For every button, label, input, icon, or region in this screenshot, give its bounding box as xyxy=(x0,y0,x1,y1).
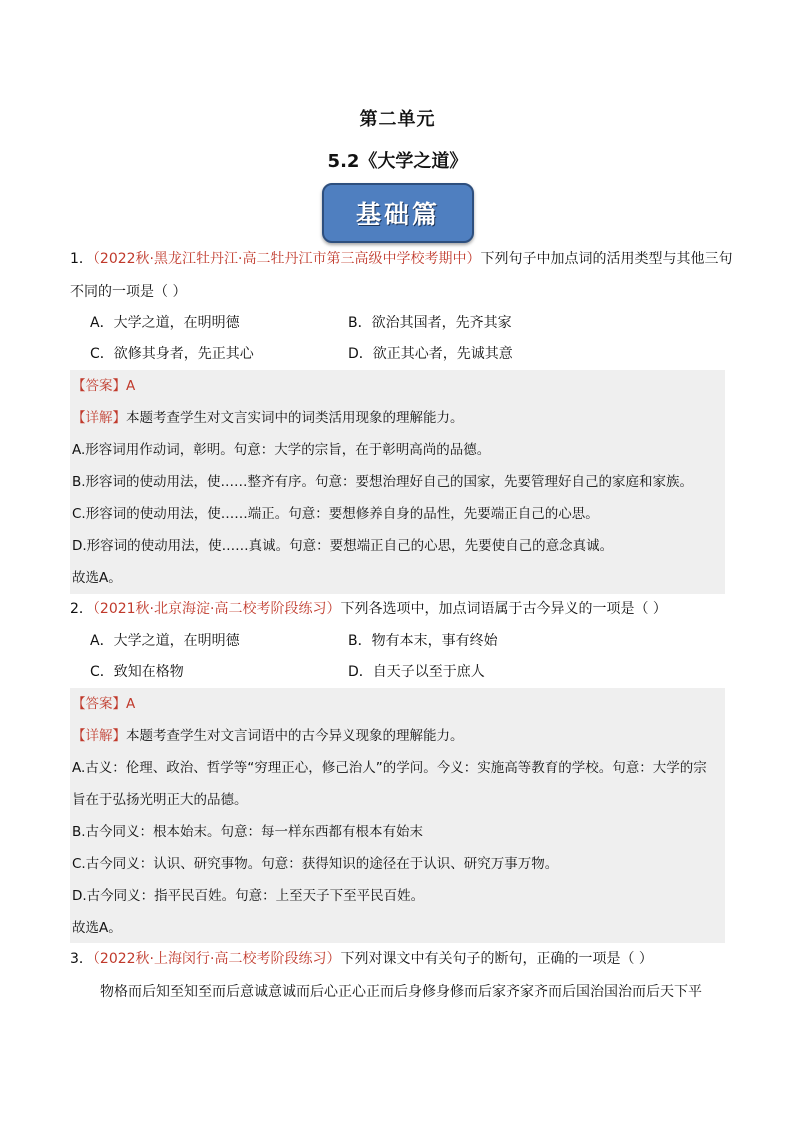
q2-explain-a-line1: A.古义：伦理、政治、哲学等“穷理正心，修己治人”的学问。今义：实施高等教育的学校。句意：大学的宗 xyxy=(72,760,707,776)
q2-explain-b: B.古今同义：根本始末。句意：每一样东西都有根本有始末 xyxy=(72,824,424,840)
question-2-stem xyxy=(70,600,667,618)
question-source: （2021秋·北京海淀·高二校考阶段练习） xyxy=(92,601,341,617)
q2-option-d: D．自天子以至于庶人 xyxy=(348,664,485,680)
question-1-stem xyxy=(70,250,732,268)
question-1-stem-cont: 不同的一项是（ ） xyxy=(70,284,187,300)
q1-explain-b: B.形容词的使动用法，使……整齐有序。句意：要想治理好自己的国家，先要管理好自己的家庭和家族。 xyxy=(72,474,694,490)
question-number: 3． xyxy=(70,951,93,967)
answer-tag: 【答案】 xyxy=(72,696,126,712)
question-number: 2． xyxy=(70,601,93,617)
answer-tag: 【答案】 xyxy=(72,378,126,394)
q2-explain-c: C.古今同义：认识、研究事物。句意：获得知识的途径在于认识、研究万事万物。 xyxy=(72,856,559,872)
detail-tag: 【详解】 xyxy=(72,410,126,426)
q1-explain-c: C.形容词的使动用法，使……端正。句意：要想修养自身的品性，先要端正自己的心思。 xyxy=(72,506,599,522)
detail-tag: 【详解】 xyxy=(72,728,126,744)
question-source: （2022秋·黑龙江牡丹江·高二牡丹江市第三高级中学校考期中） xyxy=(92,251,481,267)
q2-conclusion: 故选A。 xyxy=(72,920,122,936)
q2-detail xyxy=(72,727,464,745)
q3-passage: 物格而后知至知至而后意诚意诚而后心正心正而后身修身修而后家齐家齐而后国治国治而后天下平 xyxy=(100,984,702,1000)
detail-text: 本题考查学生对文言实词中的词类活用现象的理解能力。 xyxy=(126,410,464,426)
q1-detail xyxy=(72,409,464,427)
question-source: （2022秋·上海闵行·高二校考阶段练习） xyxy=(92,951,341,967)
q1-explain-a: A.形容词用作动词，彰明。句意：大学的宗旨，在于彰明高尚的品德。 xyxy=(72,442,491,458)
q1-option-c: C．欲修其身者，先正其心 xyxy=(90,346,254,362)
question-text: 下列句子中加点词的活用类型与其他三句 xyxy=(480,251,733,267)
q2-option-b: B．物有本末，事有终始 xyxy=(348,633,498,649)
answer-value: A xyxy=(126,696,136,712)
q1-option-a: A．大学之道，在明明德 xyxy=(90,315,240,331)
question-text: 下列对课文中有关句子的断句，正确的一项是（ ） xyxy=(340,951,653,967)
lesson-title: 5.2《大学之道》 xyxy=(327,151,468,172)
q2-explain-d: D.古今同义：指平民百姓。句意：上至天子下至平民百姓。 xyxy=(72,888,425,904)
q2-answer xyxy=(72,695,135,713)
question-number: 1． xyxy=(70,251,93,267)
q1-option-d: D．欲正其心者，先诚其意 xyxy=(348,346,513,362)
q2-option-a: A．大学之道，在明明德 xyxy=(90,633,240,649)
detail-text: 本题考查学生对文言词语中的古今异义现象的理解能力。 xyxy=(126,728,464,744)
q1-answer xyxy=(72,377,135,395)
section-banner: 基础篇 xyxy=(322,183,474,243)
q1-conclusion: 故选A。 xyxy=(72,570,122,586)
answer-value: A xyxy=(126,378,136,394)
unit-title: 第二单元 xyxy=(359,109,436,130)
q1-explain-d: D.形容词的使动用法，使……真诚。句意：要想端正自己的心思，先要使自己的意念真诚。 xyxy=(72,538,614,554)
question-text: 下列各选项中，加点词语属于古今异义的一项是（ ） xyxy=(340,601,667,617)
q2-answer-block xyxy=(70,688,725,943)
q1-option-b: B．欲治其国者，先齐其家 xyxy=(348,315,512,331)
q2-explain-a-line2: 旨在于弘扬光明正大的品德。 xyxy=(72,792,248,808)
q1-answer-block xyxy=(70,370,725,594)
question-3-stem xyxy=(70,950,653,968)
q2-option-c: C．致知在格物 xyxy=(90,664,184,680)
